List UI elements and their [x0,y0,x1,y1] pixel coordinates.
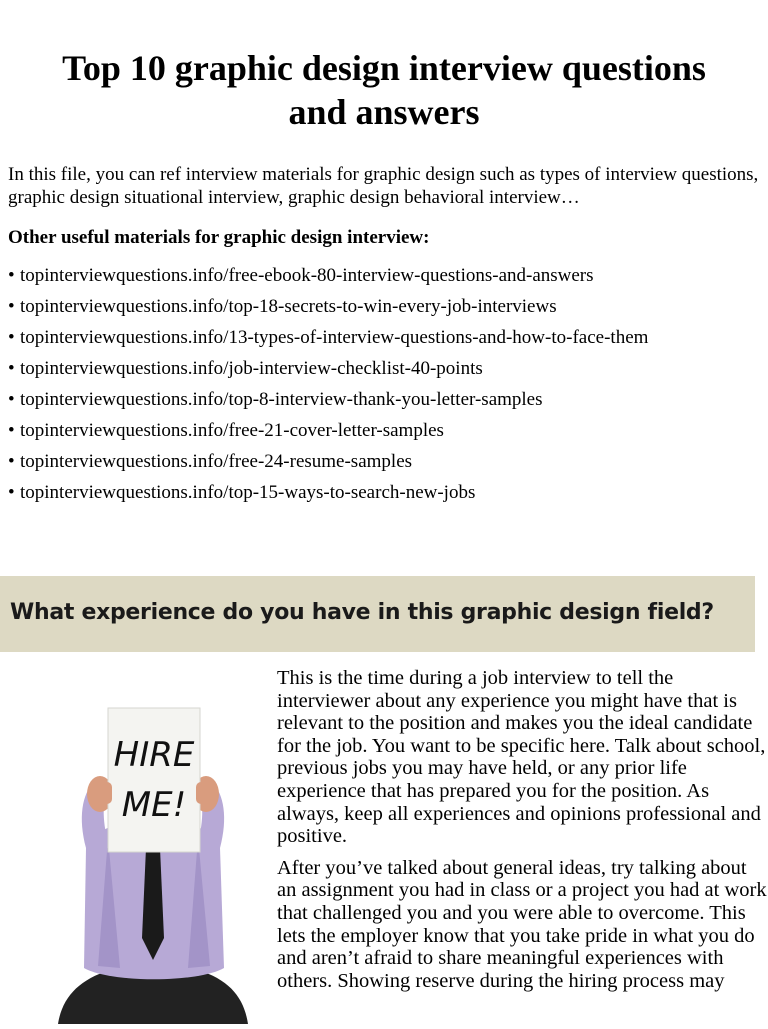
tie-shape [142,848,164,960]
sign-line-2: ME! [121,785,187,825]
bullet-icon: • [8,296,15,317]
sign-board [108,708,200,852]
title-line-1: Top 10 graphic design interview questions [62,48,706,88]
bullet-icon: • [8,389,15,410]
bullet-icon: • [8,482,15,503]
list-item[interactable] [8,326,648,357]
list-item[interactable] [8,295,648,326]
link-text[interactable]: topinterviewquestions.info/free-ebook-80-interview-questions-and-answers [20,265,594,286]
link-text[interactable]: topinterviewquestions.info/top-18-secrets-to-win-every-job-interviews [20,296,557,317]
question-heading: What experience do you have in this graphic design field? [10,600,714,625]
intro-paragraph: In this file, you can ref interview materials for graphic design such as types of interview questions, graphic design situational interview, graphic design behavioral interview… [8,164,759,208]
link-text[interactable]: topinterviewquestions.info/free-24-resume-samples [20,451,413,472]
bullet-icon: • [8,327,15,348]
question-banner [0,576,755,652]
link-text[interactable]: topinterviewquestions.info/top-15-ways-to-search-new-jobs [20,482,476,503]
bullet-icon: • [8,358,15,379]
bullet-icon: • [8,451,15,472]
link-text[interactable]: topinterviewquestions.info/top-8-interview-thank-you-letter-samples [20,389,543,410]
link-text[interactable]: topinterviewquestions.info/free-21-cover-letter-samples [20,420,444,441]
answer-text [277,667,767,1001]
answer-paragraph-2: After you’ve talked about general ideas, try talking about an assignment you had in class or a project you had at work that challenged you and you were able to overcome. This lets the employer know that you take pride in what you do and aren’t afraid to share meaningful experiences with others. Showing reserve during the hiring process may [277,856,767,992]
page-title [0,46,768,134]
materials-link-list [8,264,648,512]
left-fingers-shape [100,782,112,804]
list-item[interactable] [8,388,648,419]
list-item[interactable] [8,419,648,450]
materials-heading: Other useful materials for graphic design interview: [8,227,430,248]
sign-line-1: HIRE [113,735,195,775]
answer-paragraph-1: This is the time during a job interview to tell the interviewer about any experience you might have that is relevant to the position and makes you the ideal candidate for the job. You want to be specific here. Talk about school, previous jobs you may have held, or any prior life experience that has prepared you for the position. As always, keep all experiences and opinions professional and positive. [277,667,766,848]
bullet-icon: • [8,420,15,441]
right-fingers-shape [196,782,208,804]
hire-me-image [48,698,258,1024]
list-item[interactable] [8,357,648,388]
list-item[interactable] [8,481,648,512]
bullet-icon: • [8,265,15,286]
list-item[interactable] [8,450,648,481]
link-text[interactable]: topinterviewquestions.info/job-interview-checklist-40-points [20,358,483,379]
hire-me-sign-person-icon [48,698,258,1024]
link-text[interactable]: topinterviewquestions.info/13-types-of-interview-questions-and-how-to-face-them [20,327,649,348]
list-item[interactable] [8,264,648,295]
title-line-2: and answers [288,92,480,132]
